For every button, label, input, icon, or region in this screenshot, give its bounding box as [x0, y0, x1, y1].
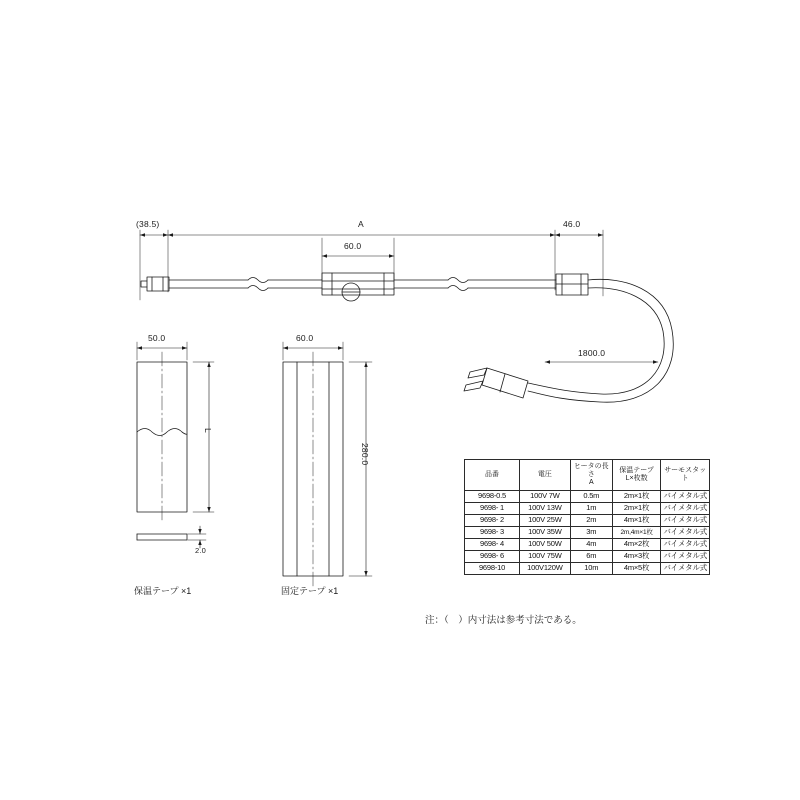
caption-small-tape: 保温テープ ×1 — [134, 586, 192, 596]
table-row — [465, 539, 710, 551]
cell-voltage: 100V 35W — [520, 527, 571, 539]
dimension-cord-length: 1800.0 — [578, 348, 606, 358]
cell-thermostat: バイメタル式 — [661, 551, 710, 563]
cell-heater-length: 6m — [570, 551, 612, 563]
cell-voltage: 100V 75W — [520, 551, 571, 563]
cell-thermostat: バイメタル式 — [661, 491, 710, 503]
cell-model: 9698- 4 — [465, 539, 520, 551]
cell-heater-length: 1m — [570, 503, 612, 515]
cell-model: 9698- 3 — [465, 527, 520, 539]
table-header-row — [465, 460, 710, 491]
cell-voltage: 100V 7W — [520, 491, 571, 503]
dimension-small-tape-width: 50.0 — [148, 333, 166, 343]
cell-thermostat: バイメタル式 — [661, 515, 710, 527]
specification-table — [464, 459, 710, 575]
dimension-right-end: 46.0 — [563, 219, 581, 229]
table-row — [465, 503, 710, 515]
cell-insulation-tape: 4m×2枚 — [612, 539, 661, 551]
cell-voltage: 100V 13W — [520, 503, 571, 515]
cell-heater-length: 4m — [570, 539, 612, 551]
cell-heater-length: 3m — [570, 527, 612, 539]
cell-model: 9698-10 — [465, 563, 520, 575]
table-body — [465, 491, 710, 575]
dimension-top-left-paren: (38.5) — [136, 219, 160, 229]
table-row — [465, 563, 710, 575]
column-header-insulation-tape — [612, 460, 661, 491]
dimension-small-tape-length: L — [203, 428, 213, 433]
cell-insulation-tape: 4m×3枚 — [612, 551, 661, 563]
cell-insulation-tape: 2m×1枚 — [612, 491, 661, 503]
cell-heater-length: 2m — [570, 515, 612, 527]
cell-heater-length: 10m — [570, 563, 612, 575]
dimension-thermostat-width: 60.0 — [344, 241, 362, 251]
column-header-voltage-text: 電圧 — [537, 471, 552, 479]
dimension-large-tape-length: 280.0 — [360, 443, 370, 466]
column-header-insulation-tape-line1: 保温テープ — [619, 467, 654, 475]
column-header-model — [465, 460, 520, 491]
table-row — [465, 527, 710, 539]
drawing-note: 注：（ ）内寸法は参考寸法である。 — [425, 615, 582, 626]
cell-insulation-tape: 2m,4m×1枚 — [612, 527, 661, 539]
cell-voltage: 100V120W — [520, 563, 571, 575]
cell-voltage: 100V 50W — [520, 539, 571, 551]
column-header-heater-length-line2: A — [588, 478, 594, 486]
cell-thermostat: バイメタル式 — [661, 539, 710, 551]
column-header-thermostat-text: サーモスタット — [664, 467, 707, 482]
cell-thermostat: バイメタル式 — [661, 527, 710, 539]
column-header-thermostat — [661, 460, 710, 491]
cell-insulation-tape: 4m×5枚 — [612, 563, 661, 575]
cell-insulation-tape: 4m×1枚 — [612, 515, 661, 527]
cell-thermostat: バイメタル式 — [661, 503, 710, 515]
cell-voltage: 100V 25W — [520, 515, 571, 527]
table-row — [465, 491, 710, 503]
cell-insulation-tape: 2m×1枚 — [612, 503, 661, 515]
column-header-model-text: 品番 — [485, 471, 500, 479]
cell-thermostat: バイメタル式 — [661, 563, 710, 575]
dimension-small-tape-thickness: 2.0 — [195, 546, 207, 555]
column-header-voltage — [520, 460, 571, 491]
cell-model: 9698- 6 — [465, 551, 520, 563]
dimension-overall-a: A — [358, 219, 364, 229]
cell-model: 9698- 2 — [465, 515, 520, 527]
table-row — [465, 551, 710, 563]
table-row — [465, 515, 710, 527]
column-header-heater-length — [570, 460, 612, 491]
cell-model: 9698- 1 — [465, 503, 520, 515]
cell-model: 9698-0.5 — [465, 491, 520, 503]
cell-heater-length: 0.5m — [570, 491, 612, 503]
dimension-large-tape-width: 60.0 — [296, 333, 314, 343]
column-header-insulation-tape-line2: L×枚数 — [625, 475, 648, 482]
caption-large-tape: 固定テープ ×1 — [281, 586, 339, 596]
column-header-heater-length-line1: ヒータの長さ — [573, 463, 609, 479]
